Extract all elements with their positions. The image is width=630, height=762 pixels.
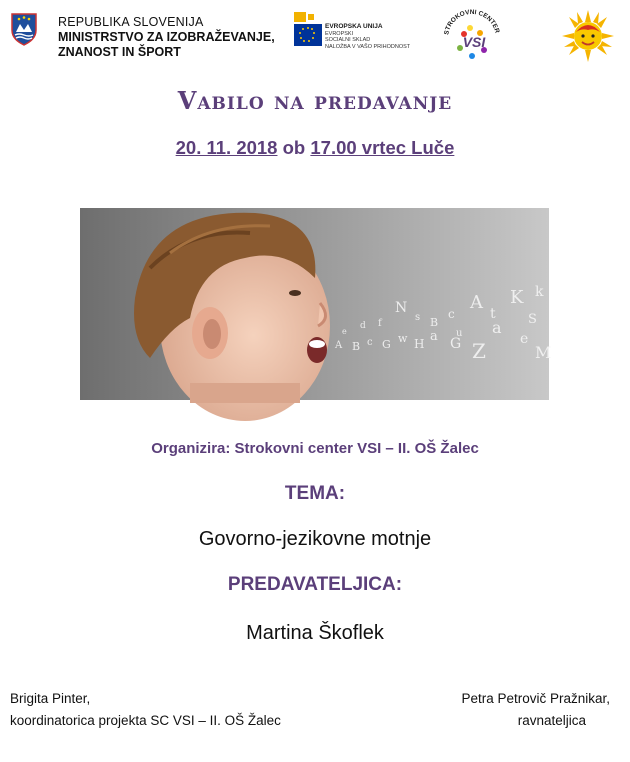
svg-text:w: w bbox=[398, 332, 408, 345]
svg-text:d: d bbox=[360, 321, 366, 331]
child-speaking-letters-image bbox=[80, 208, 552, 400]
eu-flag-icon bbox=[292, 12, 324, 48]
date-line bbox=[0, 137, 630, 159]
ministry-line-3: ZNANOST IN ŠPORT bbox=[58, 45, 181, 59]
svg-text:G: G bbox=[382, 338, 391, 351]
svg-text:B: B bbox=[430, 316, 439, 329]
svg-text:e: e bbox=[520, 331, 529, 347]
ministry-line-1: REPUBLIKA SLOVENIJA bbox=[58, 15, 204, 29]
svg-text:S: S bbox=[528, 312, 537, 327]
svg-text:c: c bbox=[448, 307, 455, 321]
svg-text:H: H bbox=[414, 337, 425, 351]
svg-text:k: k bbox=[535, 284, 544, 300]
svg-text:a: a bbox=[492, 318, 502, 337]
svg-text:e: e bbox=[342, 327, 347, 336]
svg-text:N: N bbox=[395, 300, 408, 316]
svg-text:a: a bbox=[430, 329, 438, 344]
organizer-text: Organizira: Strokovni center VSI – II. OŠ Žalec bbox=[151, 440, 479, 457]
vsi-logo-text: VSI bbox=[462, 34, 486, 50]
svg-text:c: c bbox=[367, 337, 373, 348]
svg-text:t: t bbox=[490, 306, 496, 322]
svg-text:A: A bbox=[470, 292, 483, 313]
svg-text:G: G bbox=[450, 336, 462, 352]
theme-label: TEMA: bbox=[284, 483, 346, 504]
eu-text bbox=[325, 24, 410, 50]
svg-text:STROKOVNI CENTER bbox=[443, 9, 500, 36]
svg-text:K: K bbox=[510, 287, 524, 308]
signature-left-role: koordinatorica projekta SC VSI – II. OŠ Žalec bbox=[10, 713, 281, 728]
vsi-arc-text: STROKOVNI CENTER bbox=[443, 8, 501, 36]
date-connector: ob bbox=[277, 137, 311, 158]
eu-line-4: NALOŽBA V VAŠO PRIHODNOST bbox=[325, 43, 411, 50]
signature-left bbox=[10, 688, 281, 732]
svg-text:Z: Z bbox=[472, 339, 486, 363]
theme-value: Govorno-jezikovne motnje bbox=[198, 528, 432, 550]
eu-line-2: EVROPSKI bbox=[325, 30, 354, 37]
signature-right-name: Petra Petrovič Pražnikar, bbox=[461, 691, 610, 706]
svg-text:f: f bbox=[378, 318, 382, 329]
svg-text:B: B bbox=[352, 340, 361, 353]
lecturer-name: Martina Škoflek bbox=[246, 622, 384, 644]
invitation-title: Vabilo na predavanje bbox=[177, 86, 453, 115]
ministry-line-2: MINISTRSTVO ZA IZOBRAŽEVANJE, bbox=[58, 30, 275, 44]
signature-left-name: Brigita Pinter, bbox=[10, 691, 91, 706]
svg-text:M: M bbox=[535, 343, 552, 362]
lecturer-label: PREDAVATELJICA: bbox=[227, 574, 403, 595]
svg-text:A: A bbox=[335, 340, 343, 351]
vsi-logo-icon bbox=[440, 4, 504, 62]
eu-line-1: EVROPSKA UNIJA bbox=[325, 23, 383, 30]
event-time-location: 17.00 vrtec Luče bbox=[310, 137, 455, 158]
eu-line-3: SOCIALNI SKLAD bbox=[325, 37, 371, 43]
slovenia-coat-of-arms-icon bbox=[10, 12, 38, 46]
ministry-name bbox=[58, 15, 275, 60]
sun-kindergarten-logo-icon bbox=[562, 10, 614, 62]
signature-right bbox=[430, 688, 610, 732]
svg-text:s: s bbox=[415, 312, 421, 323]
event-date: 20. 11. 2018 bbox=[175, 137, 278, 158]
signature-right-role: ravnateljica bbox=[517, 713, 586, 728]
svg-text:u: u bbox=[456, 328, 463, 339]
